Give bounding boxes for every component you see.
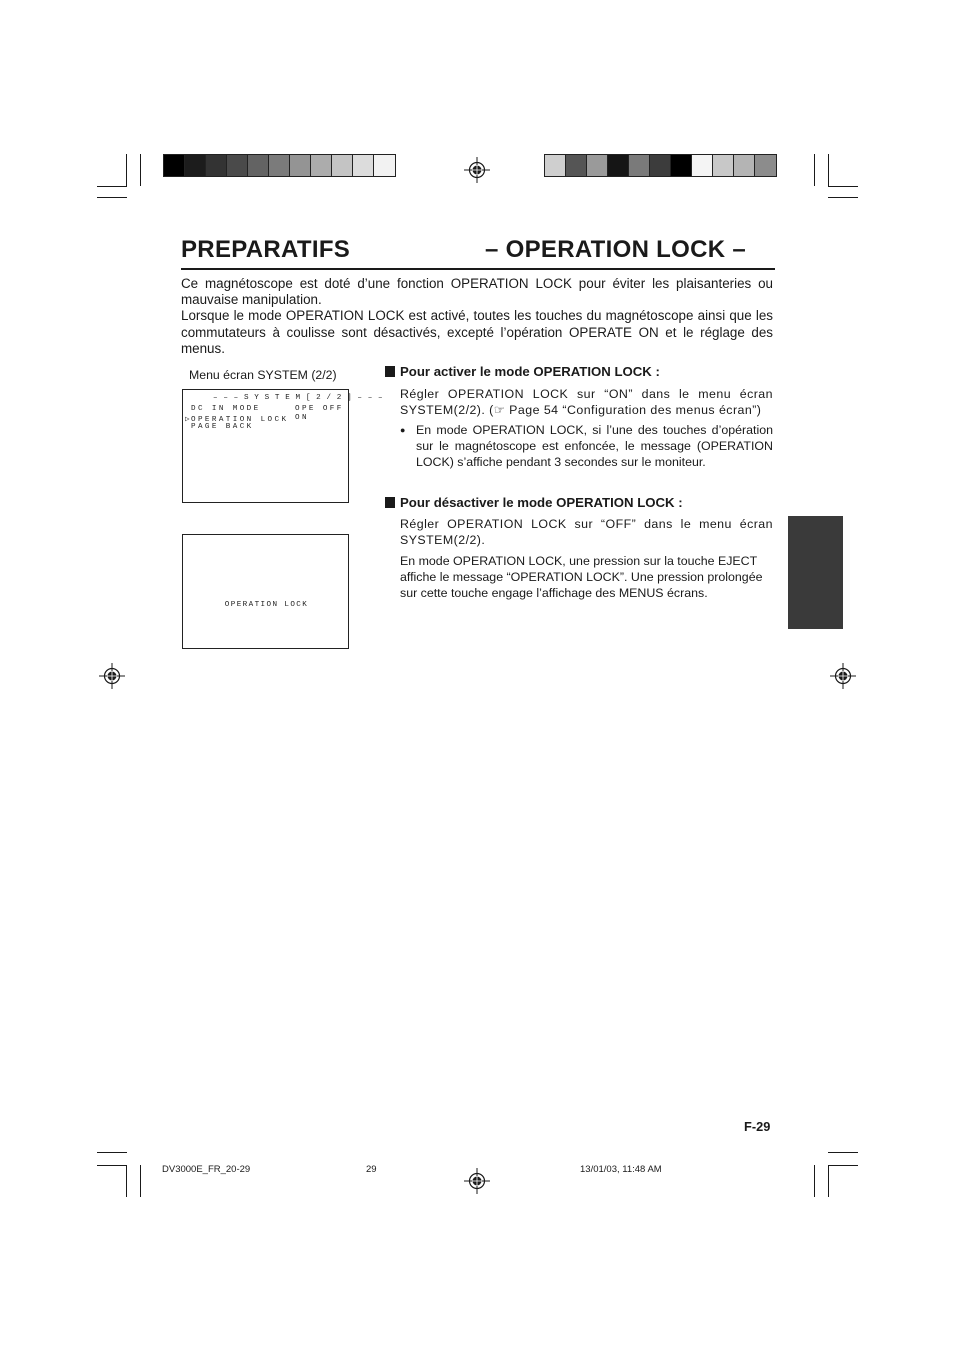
lock-message: OPERATION LOCK <box>224 601 309 609</box>
menu-row <box>185 405 345 413</box>
page-number: F-29 <box>744 1119 771 1134</box>
calibration-swatch <box>311 155 332 176</box>
crop-mark <box>126 154 127 186</box>
menu-row-value: ON <box>295 414 309 422</box>
crop-mark <box>97 197 127 198</box>
calibration-bar-left <box>163 154 396 177</box>
crop-mark <box>126 1165 127 1197</box>
crop-mark <box>97 186 127 187</box>
operation-lock-screen <box>182 534 349 649</box>
crop-mark <box>814 154 815 186</box>
intro-paragraph: Ce magnétoscope est doté d’une fonction OPERATION LOCK pour éviter les plaisanteries ou mauvaise manipulation. <box>181 276 773 308</box>
calibration-swatch <box>713 155 734 176</box>
intro-text <box>181 276 773 357</box>
explanation-text: En mode OPERATION LOCK, une pression sur la touche EJECT affiche le message “OPERATION LOCK”. Une pression prolongée sur cette touche engage l’affichage des MENUS écrans. <box>400 554 763 601</box>
calibration-bar-right <box>544 154 777 177</box>
footer-filename: DV3000E_FR_20-29 <box>162 1164 251 1175</box>
page-title <box>181 236 775 270</box>
crop-mark <box>828 154 829 186</box>
crop-mark <box>97 1165 127 1166</box>
crop-mark <box>828 186 858 187</box>
section-heading <box>385 495 683 510</box>
section-body <box>400 386 773 418</box>
calibration-swatch <box>566 155 587 176</box>
crop-mark <box>140 154 141 186</box>
menu-row-label: PAGE BACK <box>191 423 254 431</box>
section-body <box>400 516 773 548</box>
section-heading-text: Pour désactiver le mode OPERATION LOCK : <box>400 495 683 510</box>
registration-mark-icon <box>464 1168 490 1194</box>
crop-mark <box>828 1165 829 1197</box>
chapter-side-tab <box>788 516 843 629</box>
footer-page: 29 <box>366 1164 377 1175</box>
menu-caption: Menu écran SYSTEM (2/2) <box>189 368 337 382</box>
menu-cursor: ▷ <box>185 416 190 424</box>
calibration-swatch <box>206 155 227 176</box>
registration-mark-icon <box>99 663 125 689</box>
calibration-swatch <box>269 155 290 176</box>
square-bullet-icon <box>385 497 395 508</box>
calibration-swatch <box>290 155 311 176</box>
menu-header: – – – S Y S T E M [ 2 / 2 ] – – – <box>213 394 384 402</box>
crop-mark <box>140 1165 141 1197</box>
crop-mark <box>828 1165 858 1166</box>
menu-row <box>185 423 345 431</box>
calibration-swatch <box>185 155 206 176</box>
intro-paragraph: Lorsque le mode OPERATION LOCK est activé, toutes les touches du magnétoscope ainsi que les commutateurs à coulisse sont désactivés, excepté l’opération OPERATE ON et le réglage des menus. <box>181 308 773 356</box>
calibration-swatch <box>755 155 776 176</box>
calibration-swatch <box>227 155 248 176</box>
registration-mark-icon <box>464 157 490 183</box>
calibration-swatch <box>629 155 650 176</box>
crop-mark <box>814 1165 815 1197</box>
menu-row-value: OPE OFF <box>295 405 344 413</box>
crop-mark <box>97 1152 127 1153</box>
calibration-swatch <box>164 155 185 176</box>
menu-row-label: DC IN MODE <box>191 405 261 413</box>
calibration-swatch <box>374 155 395 176</box>
calibration-swatch <box>587 155 608 176</box>
section-heading <box>385 364 660 379</box>
calibration-swatch <box>692 155 713 176</box>
calibration-swatch <box>248 155 269 176</box>
registration-mark-icon <box>830 663 856 689</box>
calibration-swatch <box>650 155 671 176</box>
calibration-swatch <box>353 155 374 176</box>
system-menu-screen <box>182 389 384 503</box>
square-bullet-icon <box>385 366 395 377</box>
footer-datetime: 13/01/03, 11:48 AM <box>580 1164 662 1175</box>
section-body <box>400 553 773 602</box>
bullet-item <box>400 422 773 471</box>
bullet-icon: ● <box>400 425 406 435</box>
calibration-swatch <box>608 155 629 176</box>
calibration-swatch <box>734 155 755 176</box>
calibration-swatch <box>671 155 692 176</box>
bullet-text: En mode OPERATION LOCK, si l’une des touches d’opération sur le magnétoscope est enfoncée, le message (OPERATION LOCK) s’affiche pendant 3 secondes sur le moniteur. <box>416 423 773 470</box>
instruction-text: Régler OPERATION LOCK sur “ON” dans le menu écran SYSTEM(2/2). (☞ Page 54 “Configuration des menus écran”) <box>400 387 773 418</box>
instruction-text: Régler OPERATION LOCK sur “OFF” dans le menu écran SYSTEM(2/2). <box>400 517 773 548</box>
section-heading-text: Pour activer le mode OPERATION LOCK : <box>400 364 660 379</box>
title-section: PREPARATIFS <box>181 236 351 263</box>
menu-row-label: OPERATION LOCK <box>191 416 289 424</box>
title-topic: – OPERATION LOCK – <box>485 236 746 263</box>
crop-mark <box>828 197 858 198</box>
calibration-swatch <box>332 155 353 176</box>
calibration-swatch <box>545 155 566 176</box>
crop-mark <box>828 1152 858 1153</box>
